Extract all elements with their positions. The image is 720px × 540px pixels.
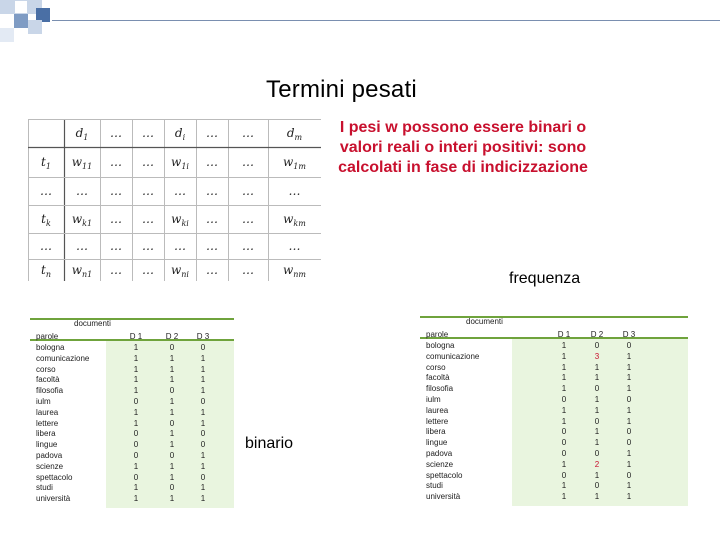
table-cell: 0 [133,397,139,406]
table-cell: 0 [133,451,139,460]
matrix-cell: … [76,239,88,253]
table-cell: 1 [594,373,600,383]
table-row-label: studi [36,483,53,493]
table-cell: 1 [169,397,175,406]
table-cell: 1 [133,343,139,352]
table-cell: 0 [626,438,632,448]
matrix-column-header: … [242,126,254,140]
table-cell: 1 [200,461,206,471]
table-cell: 1 [626,449,632,458]
table-row-label: padova [36,451,63,460]
table-accent-bar [30,318,234,320]
table-row-label: bologna [426,341,455,350]
table-cell: 1 [561,492,567,502]
matrix-row-header: $t_n$ [41,263,51,279]
table-row-label: corso [426,362,446,372]
table-cell: 1 [561,351,567,361]
frequency-label: frequenza [509,270,581,287]
matrix-column-header: … [142,126,154,140]
table-column-header: D 2 [590,330,604,339]
table-cell: 1 [169,353,175,363]
matrix-cell: … [288,184,301,198]
matrix-cell: … [242,239,254,253]
table-cell: 1 [133,353,139,363]
frequency-table [420,312,688,506]
table-cell: 0 [169,343,175,352]
matrix-cell: … [110,239,122,253]
table-cell: 1 [626,351,632,361]
table-cell: 1 [133,375,139,385]
matrix-cell: … [206,212,218,226]
matrix-cell: … [174,184,186,198]
table-cell: 1 [169,429,175,439]
table-cell: 1 [169,407,175,417]
table-cell: 1 [561,405,567,415]
table-cell: 1 [626,481,632,491]
matrix-cell: … [206,184,218,198]
table-column-header: D 1 [557,330,571,339]
table-row-label: padova [426,449,453,458]
table-row-label: libera [426,427,446,437]
matrix-background [28,119,321,281]
table-row-label: laurea [36,407,59,417]
table-cell: 1 [594,405,600,415]
matrix-column-header: $d_i$ [174,126,186,142]
table-cell: 1 [133,483,139,493]
table-cell: 1 [594,395,600,404]
table-cell: 1 [561,362,567,372]
matrix-cell: … [110,184,122,198]
table-cell: 1 [561,459,567,469]
matrix-cell: $w_{n1}$ [71,263,93,279]
matrix-column-header: $d_m$ [286,126,303,142]
matrix-cell: … [242,212,254,226]
table-cell: 1 [169,440,175,450]
table-row-header: parole [426,330,449,339]
table-cell: 0 [626,395,632,404]
table-cell: 1 [626,384,632,394]
table-cell: 0 [133,429,139,439]
table-cell: 0 [594,449,600,458]
table-row-label: libera [36,429,56,439]
table-cell: 1 [594,362,600,372]
table-cell: 0 [561,438,567,448]
table-cell: 1 [200,375,206,385]
table-cell: 3 [594,351,600,361]
table-row-label: facoltà [36,375,60,385]
table-cell: 1 [561,416,567,426]
table-row-label: lingue [36,440,58,450]
matrix-cell: … [174,239,186,253]
table-row-label: lettere [36,418,59,428]
matrix-cell: … [110,212,122,226]
matrix-cell: … [142,184,154,198]
matrix-cell: … [142,239,154,253]
table-row-label: filosofia [426,384,454,394]
table-cell: 0 [626,427,632,437]
table-cell: 0 [626,470,632,480]
slide-title: Termini pesati [266,76,417,103]
table-row-label: università [36,494,71,504]
table-row-label: comunicazione [36,353,90,363]
table-cell: 1 [133,364,139,374]
table-row-label: spettacolo [426,470,463,480]
table-cell: 1 [133,418,139,428]
matrix-row-header: $t_1$ [41,155,51,171]
matrix-cell: … [288,239,301,253]
table-row-label: scienze [426,459,454,469]
table-cell: 1 [626,362,632,372]
table-column-header: D 3 [196,332,210,341]
table-cell: 1 [594,492,600,502]
table-cell: 1 [561,384,567,394]
table-cell: 1 [594,427,600,437]
table-cell: 1 [626,416,632,426]
matrix-cell: … [110,155,122,169]
table-cell: 1 [169,364,175,374]
table-cell: 1 [200,483,206,493]
matrix-cell: … [142,263,154,277]
matrix-cell: … [242,263,254,277]
table-cell: 1 [561,341,567,350]
table-cell: 0 [169,386,175,396]
matrix-row-header: $t_k$ [41,212,51,228]
matrix-row-header: … [40,184,52,198]
table-cell: 1 [594,470,600,480]
table-row-label: lettere [426,416,449,426]
matrix-cell: $w_{nm}$ [282,263,307,279]
table-cell: 0 [169,451,175,460]
matrix-column-header: … [206,126,218,140]
matrix-cell: … [206,263,218,277]
table-cell: 1 [169,461,175,471]
table-cell: 1 [133,386,139,396]
table-caption: documenti [466,317,503,326]
table-row-label: filosofia [36,386,64,396]
table-cell: 1 [169,375,175,385]
table-row-label: iulm [426,395,441,404]
table-row-label: comunicazione [426,351,480,361]
table-column-header: D 3 [622,330,636,339]
matrix-column-header: … [110,126,122,140]
matrix-cell: $w_{11}$ [71,155,93,171]
table-cell: 0 [561,427,567,437]
table-cell: 1 [594,438,600,448]
table-row-header: parole [36,332,59,341]
matrix-cell: $w_{ki}$ [171,212,189,228]
matrix-cell: $w_{1i}$ [171,155,189,171]
table-cell: 0 [561,449,567,458]
table-cell: 1 [200,353,206,363]
table-cell: 1 [169,472,175,482]
matrix-cell: … [206,155,218,169]
table-cell: 0 [594,341,600,350]
table-cell: 0 [561,470,567,480]
table-cell: 1 [200,418,206,428]
table-cell: 1 [200,494,206,504]
table-cell: 0 [200,429,206,439]
binary-table [30,314,234,508]
header-rule [52,20,720,21]
matrix-cell: … [110,263,122,277]
matrix-cell: … [242,155,254,169]
term-document-matrix [28,119,321,281]
table-row-label: studi [426,481,443,491]
binary-label: binario [245,435,294,452]
table-column-header: D 2 [165,332,179,341]
table-row-label: bologna [36,343,65,352]
matrix-cell: … [142,212,154,226]
table-cell: 2 [594,459,600,469]
table-cell: 1 [169,494,175,504]
table-cell: 0 [200,472,206,482]
table-cell: 1 [200,364,206,374]
table-cell: 0 [594,416,600,426]
table-cell: 1 [200,386,206,396]
table-cell: 0 [594,481,600,491]
weights-note: I pesi w possono essere binari o valori reali o interi positivi: sono calcolati in fase di indicizzazione [338,119,588,176]
table-cell: 0 [169,418,175,428]
matrix-cell: $w_{km}$ [283,212,306,228]
matrix-cell: … [206,239,218,253]
table-caption: documenti [74,319,111,328]
table-row-label: spettacolo [36,472,73,482]
table-cell: 1 [561,481,567,491]
table-cell: 0 [200,343,206,352]
table-row-label: iulm [36,397,51,406]
table-cell: 1 [626,459,632,469]
table-cell: 1 [133,494,139,504]
table-cell: 0 [133,472,139,482]
table-row-label: facoltà [426,373,450,383]
table-cell: 1 [133,407,139,417]
table-cell: 1 [133,461,139,471]
table-cell: 1 [200,451,206,460]
table-cell: 0 [133,440,139,450]
matrix-column-header: $d_1$ [75,126,89,142]
table-cell: 0 [200,440,206,450]
table-row-label: corso [36,364,56,374]
table-cell: 0 [626,341,632,350]
table-cell: 1 [626,405,632,415]
table-row-label: lingue [426,438,448,448]
table-accent-bar [420,316,688,318]
table-cell: 1 [626,492,632,502]
table-row-label: università [426,492,461,502]
matrix-row-header: … [40,239,52,253]
matrix-cell: $w_{k1}$ [71,212,93,228]
table-cell: 1 [200,407,206,417]
table-cell: 0 [561,395,567,404]
table-cell: 1 [561,373,567,383]
table-cell: 0 [169,483,175,493]
table-column-header: D 1 [129,332,143,341]
matrix-cell: $w_{ni}$ [171,263,189,279]
table-cell: 0 [200,397,206,406]
table-cell: 0 [594,384,600,394]
matrix-cell: … [76,184,88,198]
matrix-cell: … [142,155,154,169]
table-row-label: laurea [426,405,449,415]
table-cell: 1 [626,373,632,383]
table-row-label: scienze [36,461,64,471]
matrix-cell: … [242,184,254,198]
matrix-cell: $w_{1m}$ [283,155,306,171]
